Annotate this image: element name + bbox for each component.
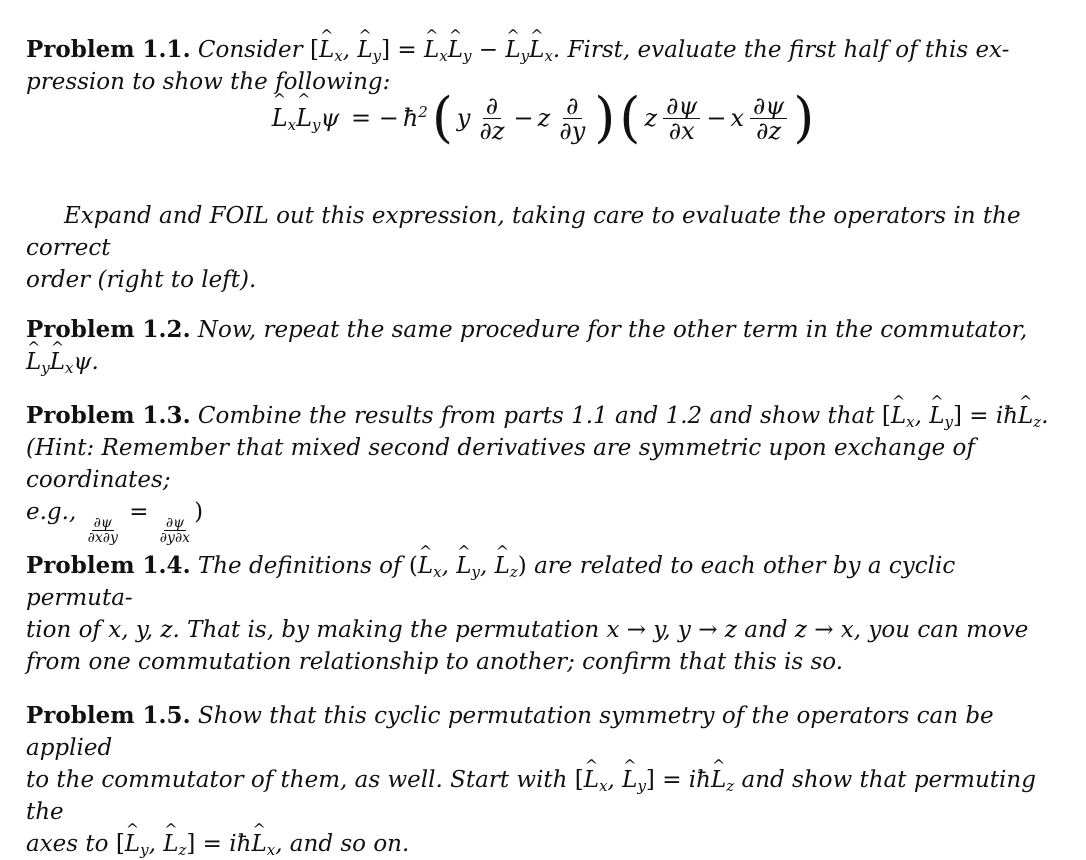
problem-heading: Problem 1.3. xyxy=(26,402,191,429)
math-mixed-derivative: $\frac{\partial\psi}{\partial x\partial y}$ = $\frac{\partial\psi}{\partial y\partial x}$ ) xyxy=(87,499,204,546)
problem-text: tion of x, y, z. That is, by making the permutation x → y, y → z and z → x, you can move xyxy=(26,617,1029,643)
problem-text: The definitions of xyxy=(197,553,402,579)
problem-text: to the commutator of them, as well. Start with xyxy=(26,767,568,793)
problem-text: axes to xyxy=(26,831,109,857)
problem-1-1-continued xyxy=(26,200,1056,296)
problem-text: are related to each other by a cyclic permuta- xyxy=(26,553,956,611)
problem-text: Now, repeat the same procedure for the other term in the commutator, xyxy=(197,317,1028,343)
math-operator-product: ^ $L_y\^{}$ $L_x\psi$. xyxy=(26,349,99,375)
math-operator-tuple: (^ $L_x$, ^ $L_y$, ^ $L_z$) xyxy=(409,553,527,579)
math-commutator-result: [^ $L_x$, ^ $L_y$] = iħ^ $L_z$. xyxy=(882,403,1049,429)
problem-text: from one commutation relationship to another; confirm that this is so. xyxy=(26,649,844,675)
problem-text: order (right to left). xyxy=(26,267,257,293)
problem-text: Expand and FOIL out this expression, taking care to evaluate the operators in the correct xyxy=(26,203,1021,261)
display-equation: ^ $L_x\^{}$ $L_y\psi$ = − $ħ^2$ ( y $\frac{\partial}{\partial z}$ − z $\frac{\partial}{\partial y}$ ) ( z $\frac{\partial\psi}{\partial x}$ − x $\frac{\partial\psi}{\partial z}$ ) xyxy=(0,88,1086,148)
math-commutator-result: [^ $L_x$, ^ $L_y$] = iħ^ $L_z$ xyxy=(575,767,734,793)
math-commutator: [^ $L_x$, ^ $L_y$] = ^ $L_x\^{}$ $L_y$ − ^ $L_y\^{}$ $L_x$ xyxy=(310,37,553,63)
problem-text: . First, evaluate the first half of this ex- xyxy=(552,37,1010,63)
problem-text: Show that this cyclic permutation symmetry of the operators can be applied xyxy=(26,703,994,761)
problem-text: and show that permuting the xyxy=(26,767,1036,825)
problem-heading: Problem 1.5. xyxy=(26,702,191,729)
problem-text: e.g., xyxy=(26,499,77,525)
problem-text: Combine the results from parts 1.1 and 1.2 and show that xyxy=(197,403,875,429)
math-permuted-commutator: [^ $L_y$, ^ $L_z$] = iħ^ $L_x$ xyxy=(116,831,275,857)
problem-1-4 xyxy=(26,550,1056,678)
problem-heading: Problem 1.1. xyxy=(26,36,191,63)
problem-text: pression to show the following: xyxy=(26,69,391,95)
problem-1-2 xyxy=(26,314,1056,378)
problem-1-5 xyxy=(26,700,1056,860)
problem-1-3 xyxy=(26,400,1056,545)
problem-heading: Problem 1.2. xyxy=(26,316,191,343)
problem-text: Consider xyxy=(197,37,303,63)
problem-heading: Problem 1.4. xyxy=(26,552,191,579)
problem-text: , and so on. xyxy=(275,831,410,857)
problem-text: (Hint: Remember that mixed second derivatives are symmetric upon exchange of coordinates; xyxy=(26,435,975,493)
